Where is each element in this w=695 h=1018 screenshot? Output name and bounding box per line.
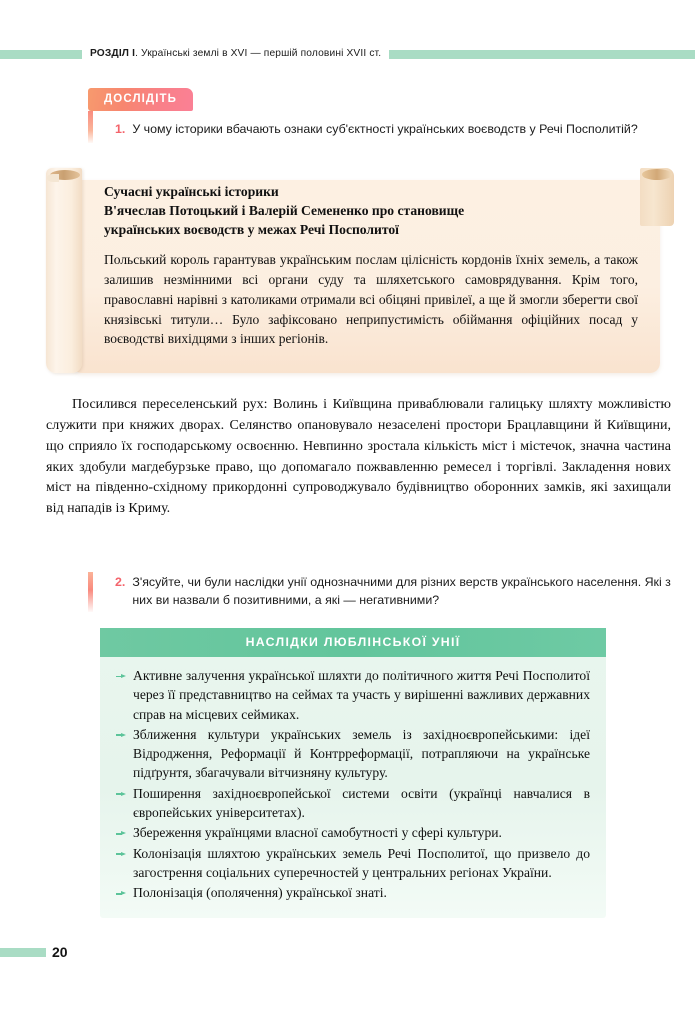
list-item-text: Полонізація (ополячення) української знаті. — [133, 885, 387, 901]
running-head — [0, 45, 695, 63]
list-item — [116, 823, 590, 842]
running-head-rule-right — [389, 50, 695, 59]
question-number: 2. — [115, 575, 126, 589]
list-item-text: Поширення західноєвропейської системи освіти (українці навчалися в європейських університетах). — [133, 785, 590, 821]
question-text: У чому історики вбачають ознаки суб'єктності українських воєводств у Речі Посполитій? — [132, 122, 638, 136]
footer-rule — [0, 948, 46, 957]
scroll-roll-left-lip — [47, 174, 59, 182]
list-item — [116, 883, 590, 902]
scroll-roll-right-icon — [640, 168, 674, 226]
question-text: З'ясуйте, чи були наслідки унії однозначними для різних верств українського населення. Які з них ви назвали б позитивними, а які — негативними? — [132, 575, 671, 607]
scroll-roll-left-icon — [46, 168, 82, 373]
investigate-body-2 — [88, 572, 673, 612]
investigate-block-2 — [88, 572, 673, 612]
list-item-text: Активне залучення української шляхти до політичного життя Речі Посполитої через її представництво на сеймах та участь у вирішенні важливих державних справ на місцевих сеймиках. — [133, 668, 590, 722]
question-item — [115, 574, 673, 610]
consequences-heading: НАСЛІДКИ ЛЮБЛІНСЬКОЇ УНІЇ — [100, 628, 606, 657]
investigate-badge: ДОСЛІДІТЬ — [88, 88, 193, 111]
chapter-title: . Українські землі в XVI — першій половині XVII ст. — [135, 47, 382, 59]
list-item — [116, 784, 590, 823]
list-item — [116, 844, 590, 883]
consequences-box — [100, 628, 606, 918]
scroll-roll-right-core — [642, 169, 672, 180]
list-item-text: Колонізація шляхтою українських земель Речі Посполитої, що призвело до загострення соціальних суперечностей у центральних регіонах України. — [133, 845, 590, 880]
investigate-body — [88, 111, 673, 143]
page-number: 20 — [52, 944, 68, 960]
running-head-rule-left — [0, 50, 82, 59]
list-item-text: Збереження українцями власної самобутності у сфері культури. — [133, 825, 502, 841]
arrow-bullet-icon — [116, 852, 127, 857]
page-footer — [0, 942, 695, 962]
scroll-content — [104, 182, 638, 371]
running-head-text — [82, 49, 389, 59]
list-item — [116, 666, 590, 724]
body-paragraph: Посилився переселенський рух: Волинь і Київщина приваблювали галицьку шляхту можливістю служити при княжих дворах. Селянство опановувало незаселені простори Брацлавщини й Київщини, що сприяло їх господарському освоєнню. Невпинно зростала кількість міст і містечок, значна частина яких здобули магдебурзьке право, що допомагало пожвавленню ремесел і торгівлі. Закладення нових міст на південно-східному прикордонні супроводжувало будівництво оборонних замків, які захищали від нападів із Криму. — [46, 397, 671, 517]
scroll-title — [104, 182, 638, 239]
scroll-title-line-2: В'ячеслав Потоцький і Валерій Семененко про становище — [104, 203, 465, 219]
arrow-bullet-icon — [116, 733, 127, 738]
scroll-body-text: Польський король гарантував українським послам цілісність кордонів їхніх земель, а також залишив незмінними всі органи суду та шляхетського самоврядування. Крім того, православні нарівні з католиками отримали всі обіцяні привілеї, а ще й змогли зберегти свої князівські титули… Було зафіксовано неприпустимість обіймання офіційних посад у воєводстві вихідцями з інших регіонів. — [104, 252, 638, 347]
chapter-label: РОЗДІЛ I — [90, 47, 136, 59]
arrow-bullet-icon — [116, 792, 127, 797]
arrow-bullet-icon — [116, 674, 127, 679]
question-number: 1. — [115, 122, 126, 136]
investigate-block — [88, 88, 673, 143]
arrow-bullet-icon — [116, 831, 127, 836]
list-item-text: Зближення культури українських земель із західноєвропейськими: ідеї Відродження, Реформації й Контрреформації, потрапляючи на українське підґрунтя, збагачували вітчизняну культуру. — [133, 726, 590, 781]
scroll-title-line-1: Сучасні українські історики — [104, 184, 279, 199]
consequences-list — [100, 657, 606, 903]
parchment-scroll — [46, 168, 674, 383]
arrow-bullet-icon — [116, 891, 127, 896]
scroll-title-line-3: українських воєводств у межах Речі Посполитої — [104, 222, 399, 238]
question-item — [115, 121, 673, 139]
list-item — [116, 725, 590, 783]
